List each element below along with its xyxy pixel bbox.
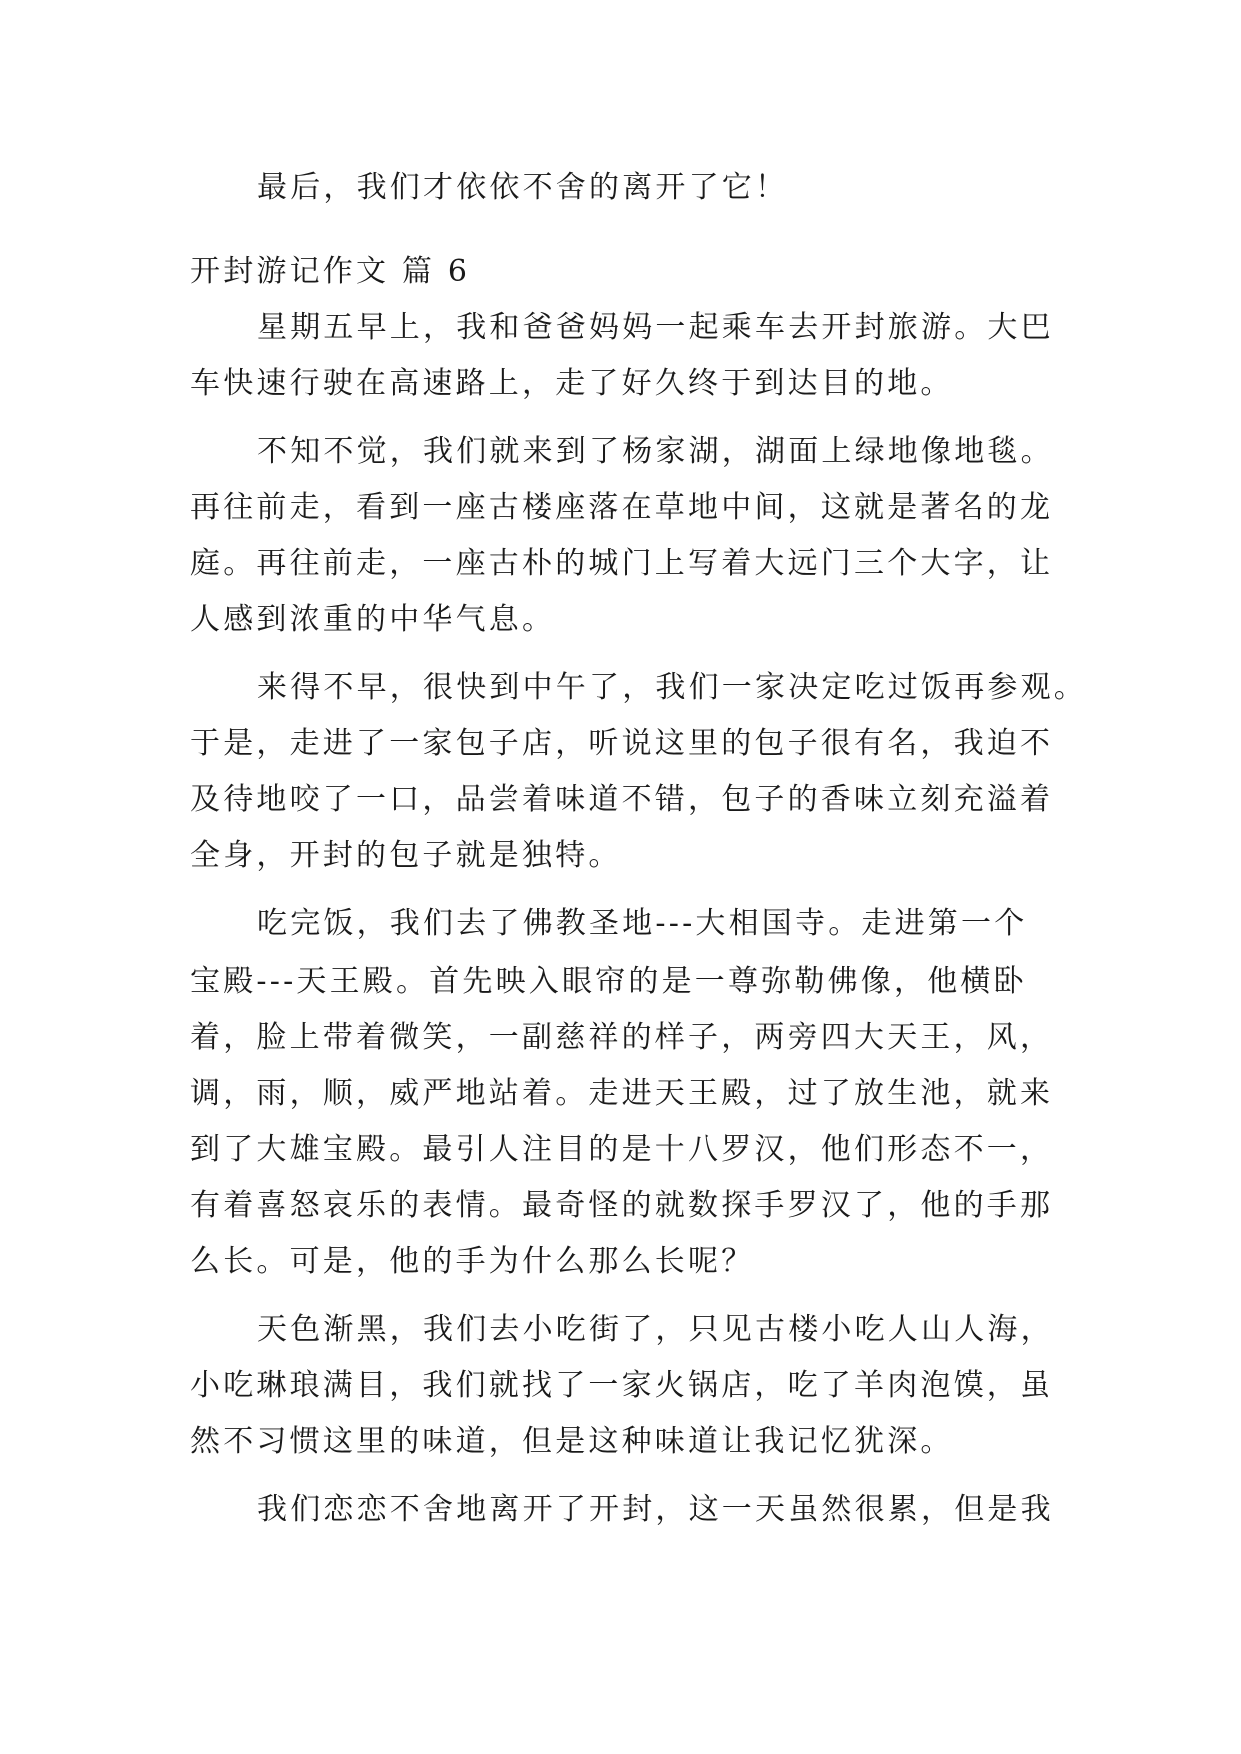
paragraph-2-line-3: 庭。再往前走，一座古朴的城门上写着大远门三个大字，让 [190, 546, 1054, 581]
paragraph-4-line-6: 有着喜怒哀乐的表情。最奇怪的就数探手罗汉了，他的手那 [190, 1188, 1054, 1223]
paragraph-5-line-3: 然不习惯这里的味道，但是这种味道让我记忆犹深。 [190, 1424, 954, 1459]
paragraph-1-line-2: 车快速行驶在高速路上，走了好久终于到达目的地。 [190, 366, 954, 401]
paragraph-2-line-2: 再往前走，看到一座古楼座落在草地中间，这就是著名的龙 [190, 490, 1054, 525]
paragraph-3-line-1: 来得不早，很快到中午了，我们一家决定吃过饭再参观。 [257, 670, 1087, 705]
paragraph-4-line-4: 调，雨，顺，威严地站着。走进天王殿，过了放生池，就来 [190, 1076, 1054, 1111]
paragraph-4-line-1: 吃完饭，我们去了佛教圣地---大相国寺。走进第一个 [257, 906, 1028, 941]
paragraph-4-line-3: 着，脸上带着微笑，一副慈祥的样子，两旁四大天王，风， [190, 1020, 1054, 1055]
paragraph-3-line-2: 于是，走进了一家包子店，听说这里的包子很有名，我迫不 [190, 726, 1054, 761]
closing-line: 最后，我们才依依不舍的离开了它！ [257, 170, 789, 205]
paragraph-1-line-1: 星期五早上，我和爸爸妈妈一起乘车去开封旅游。大巴 [257, 310, 1054, 345]
section-title: 开封游记作文 篇 6 [190, 254, 471, 289]
paragraph-6-line-1: 我们恋恋不舍地离开了开封，这一天虽然很累，但是我 [257, 1492, 1054, 1527]
paragraph-4-line-7: 么长。可是，他的手为什么那么长呢？ [190, 1244, 755, 1279]
paragraph-5-line-1: 天色渐黑，我们去小吃街了，只见古楼小吃人山人海， [257, 1312, 1054, 1347]
paragraph-2-line-4: 人感到浓重的中华气息。 [190, 602, 556, 637]
paragraph-4-line-5: 到了大雄宝殿。最引人注目的是十八罗汉，他们形态不一， [190, 1132, 1054, 1167]
paragraph-3-line-4: 全身，开封的包子就是独特。 [190, 838, 622, 873]
paragraph-3-line-3: 及待地咬了一口，品尝着味道不错，包子的香味立刻充溢着 [190, 782, 1054, 817]
paragraph-4-line-2: 宝殿---天王殿。首先映入眼帘的是一尊弥勒佛像，他横卧 [190, 964, 1027, 999]
paragraph-5-line-2: 小吃琳琅满目，我们就找了一家火锅店，吃了羊肉泡馍，虽 [190, 1368, 1054, 1403]
paragraph-2-line-1: 不知不觉，我们就来到了杨家湖，湖面上绿地像地毯。 [257, 434, 1054, 469]
